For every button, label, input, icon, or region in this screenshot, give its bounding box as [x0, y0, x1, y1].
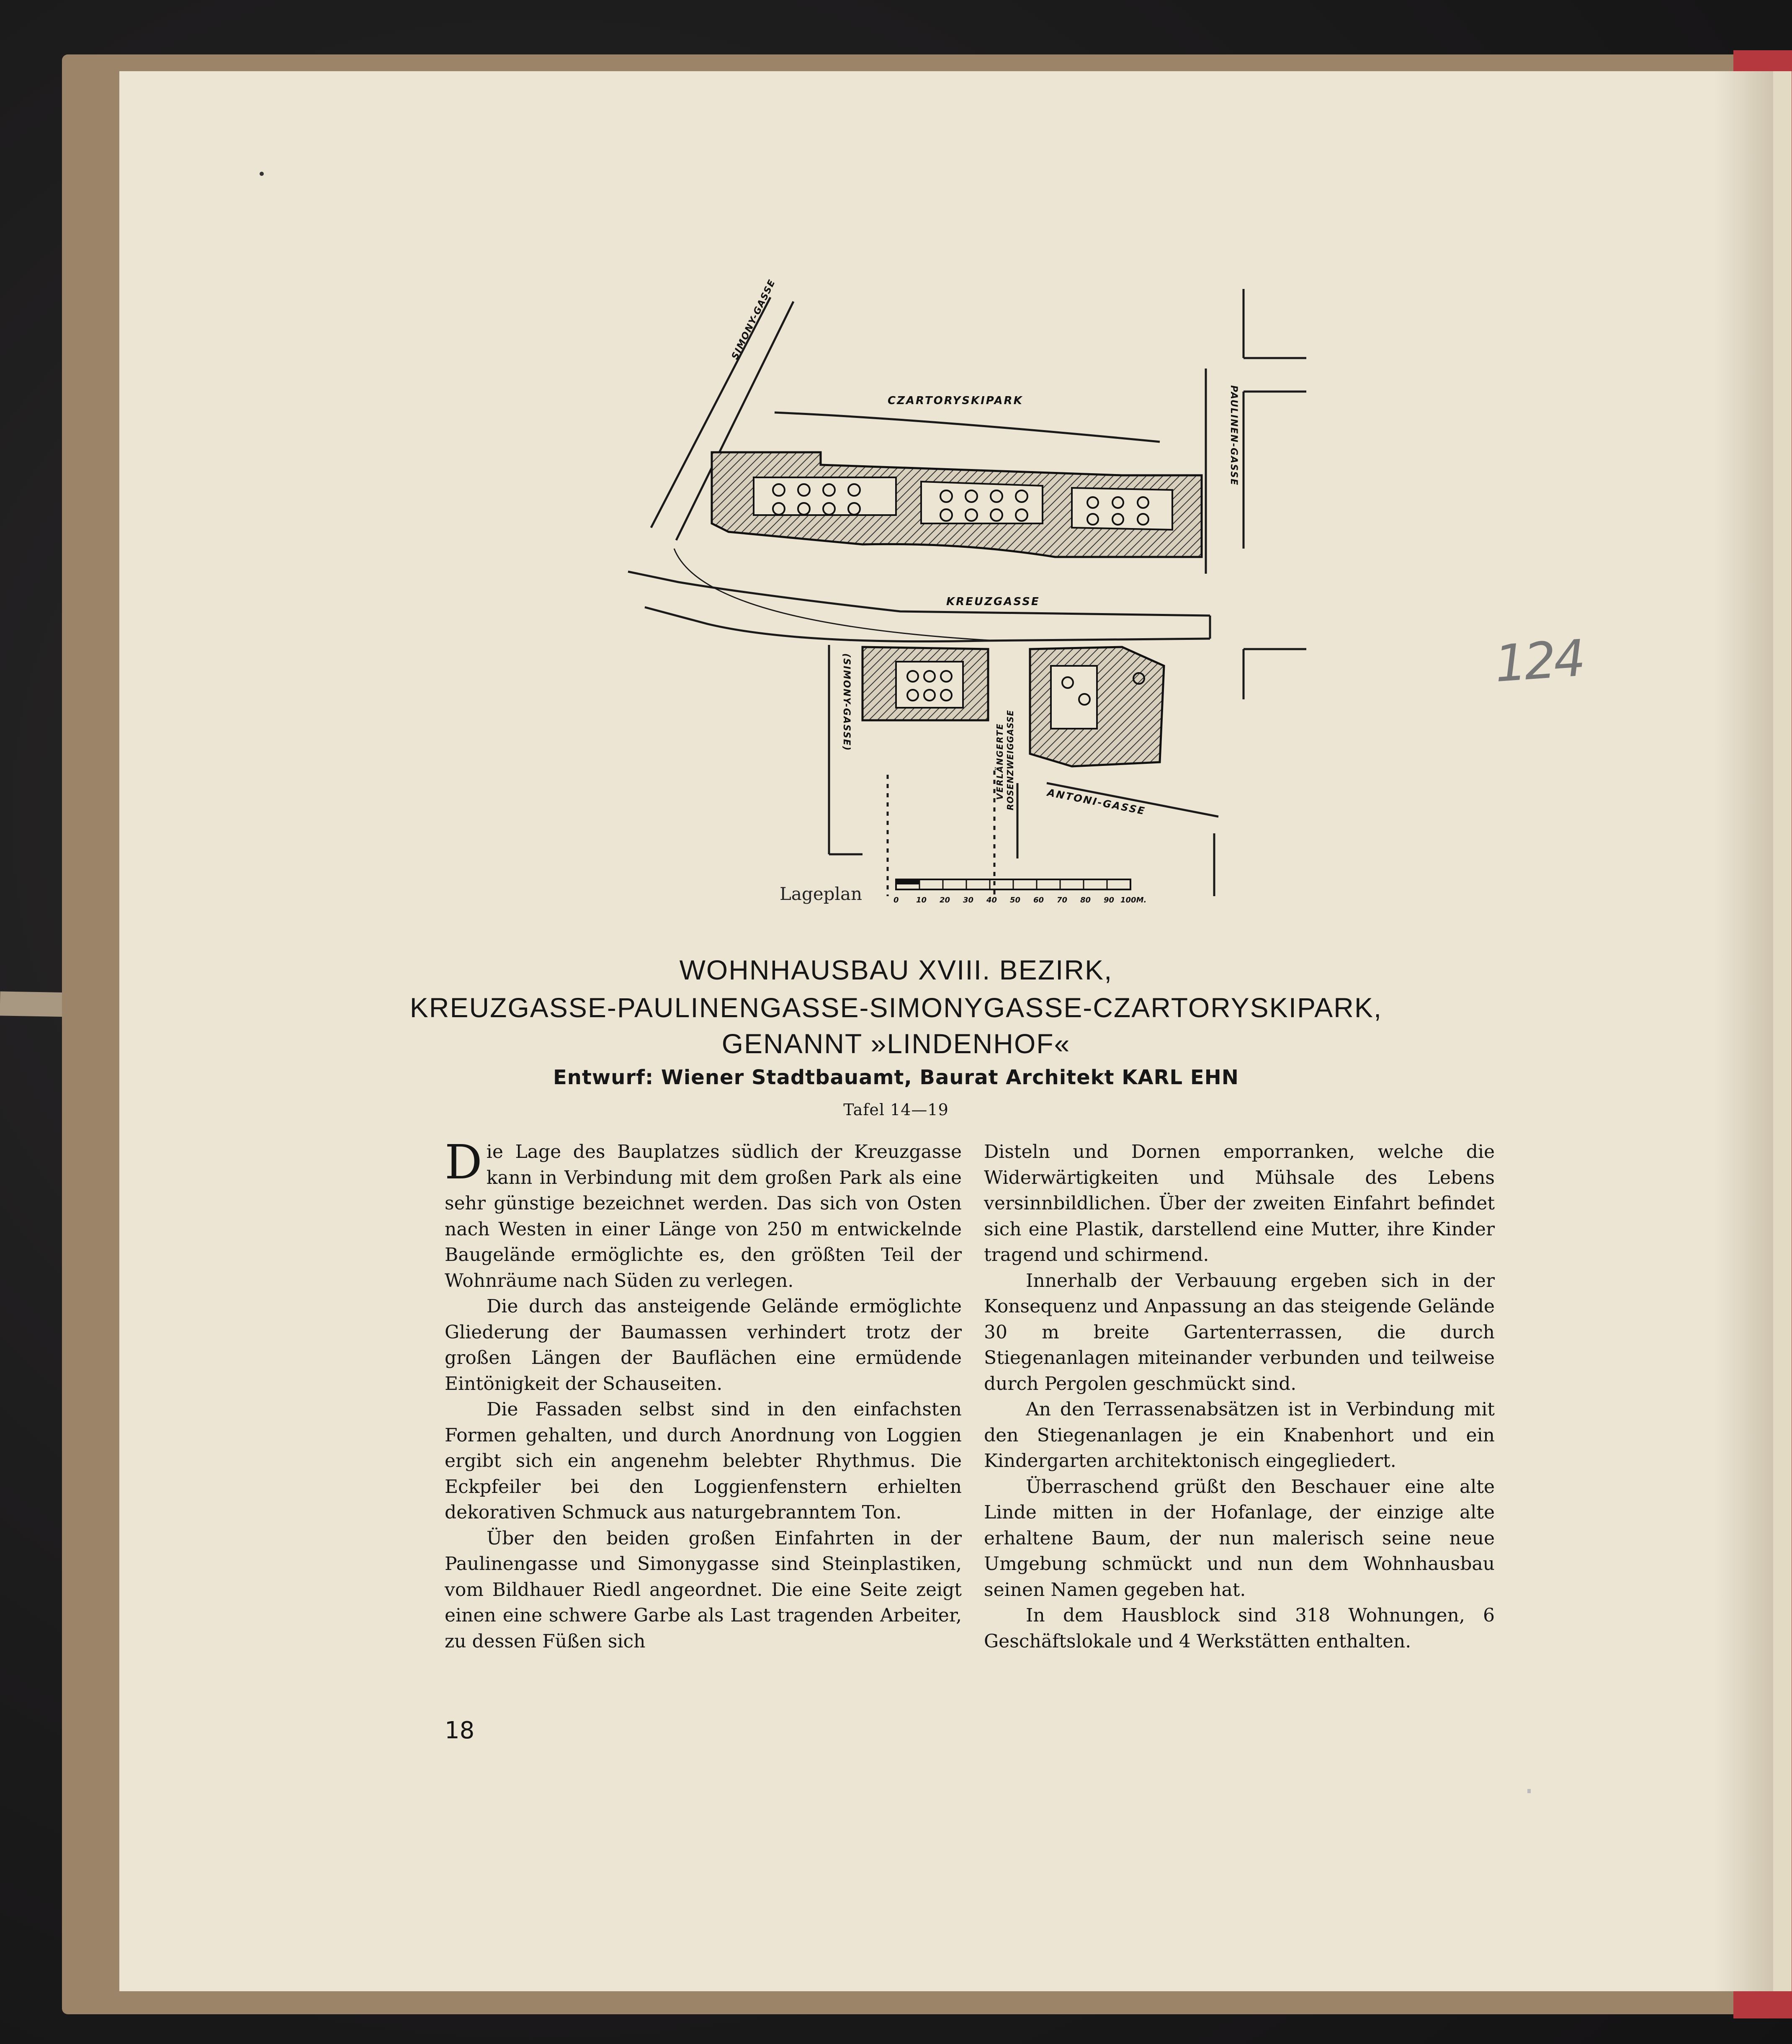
- label-simonygasse-bottom: (SIMONY-GASSE): [841, 653, 852, 751]
- scale-tick: 40: [986, 896, 997, 905]
- paragraph: An den Terrassenabsätzen ist in Verbindung mit den Stiegenanlagen je ein Knabenhort und ein Kindergarten architektonisch eingegliedert.: [984, 1399, 1495, 1472]
- handwritten-note: 124: [1493, 629, 1585, 694]
- scale-tick: 30: [963, 896, 974, 905]
- paragraph: Über den beiden großen Einfahrten in der Paulinengasse und Simonygasse sind Steinplastiken, vom Bildhauer Riedl angeordnet. Die eine Seite zeigt einen eine schwere Garbe als Last tragenden Arbeiter, zu dessen Füßen sich: [445, 1527, 962, 1652]
- paragraph: Disteln und Dornen emporranken, welche die Widerwärtigkeiten und Mühsale des Lebens versinnbildlichen. Über der zweiten Einfahrt befindet sich eine Plastik, darstellend eine Mutter, ihre Kinder tragend und schirmend.: [984, 1141, 1495, 1266]
- scale-tick: 100M.: [1120, 896, 1147, 905]
- page-number: 18: [445, 1717, 475, 1744]
- label-czartoryskipark: CZARTORYSKIPARK: [888, 394, 1023, 407]
- scale-tick: 80: [1080, 896, 1091, 905]
- scale-tick: 70: [1057, 896, 1068, 905]
- label-verlaengerte: VERLÄNGERTE: [995, 723, 1005, 800]
- ink-speck: [260, 172, 264, 176]
- scale-tick: 20: [940, 896, 950, 905]
- label-antonigasse: ANTONI-GASSE: [1046, 786, 1147, 817]
- paragraph: Innerhalb der Verbauung ergeben sich in der Konsequenz und Anpassung an das steigende Gelände 30 m breite Gartenterrassen, die durch Stiegenanlagen miteinander verbunden und teilweise durch Pergolen geschmückt sind.: [984, 1270, 1495, 1394]
- paragraph: Die durch das ansteigende Gelände ermöglichte Gliederung der Baumassen verhindert trotz der großen Längen der Bauflächen eine ermüdende Eintönigkeit der Schauseiten.: [445, 1296, 962, 1394]
- paragraph: Die Lage des Bauplatzes südlich der Kreuzgasse kann in Verbindung mit dem großen Park als eine sehr günstige bezeichnet werden. Das sich von Osten nach Westen in einer Länge von 250 m entwickelnde Baugelände ermöglichte es, den größten Teil der Wohnräume nach Süden zu verlegen.: [445, 1135, 962, 1291]
- label-kreuzgasse: KREUZGASSE: [946, 595, 1040, 608]
- credit-line: Entwurf: Wiener Stadtbauamt, Baurat Architekt KARL EHN: [553, 1066, 1239, 1089]
- site-plan: [628, 278, 1306, 896]
- text-column-left: [445, 1135, 962, 1654]
- heading-line-3: GENANNT »LINDENHOF«: [721, 1028, 1071, 1059]
- heading-line-1: WOHNHAUSBAU XVIII. BEZIRK,: [679, 954, 1113, 985]
- label-paulinengasse: PAULINEN-GASSE: [1228, 385, 1239, 486]
- scale-tick: 60: [1033, 896, 1044, 905]
- paper-mark: [1527, 1789, 1531, 1793]
- scale-tick: 90: [1104, 896, 1115, 905]
- label-simonygasse-top: SIMONY-GASSE: [729, 278, 778, 361]
- text-column-right: [984, 1139, 1495, 1654]
- scale-tick: 10: [916, 896, 927, 905]
- heading-line-2: KREUZGASSE-PAULINENGASSE-SIMONYGASSE-CZARTORYSKIPARK,: [409, 992, 1383, 1023]
- label-rosenzweiggasse: ROSENZWEIGGASSE: [1005, 710, 1015, 810]
- scale-bar: [892, 873, 1147, 911]
- scale-tick: 0: [893, 896, 899, 905]
- plan-caption: Lageplan: [780, 884, 863, 904]
- scale-tick: 50: [1010, 896, 1021, 905]
- plates-reference: Tafel 14—19: [843, 1101, 949, 1119]
- paragraph: Die Fassaden selbst sind in den einfachsten Formen gehalten, und durch Anordnung von Loggien ergibt sich ein angenehm belebter Rhythmus. Die Eckpfeiler bei den Loggienfenstern erhielten dekorativen Schmuck aus naturgebranntem Ton.: [445, 1399, 962, 1523]
- drop-cap: D: [445, 1135, 482, 1190]
- paragraph: Überraschend grüßt den Beschauer eine alte Linde mitten in der Hofanlage, der einzige alte erhaltene Baum, der nun malerisch seine neue Umgebung schmückt und nun dem Wohnhausbau seinen Namen gegeben hat.: [984, 1476, 1495, 1601]
- paragraph: In dem Hausblock sind 318 Wohnungen, 6 Geschäftslokale und 4 Werkstätten enthalten.: [984, 1605, 1495, 1652]
